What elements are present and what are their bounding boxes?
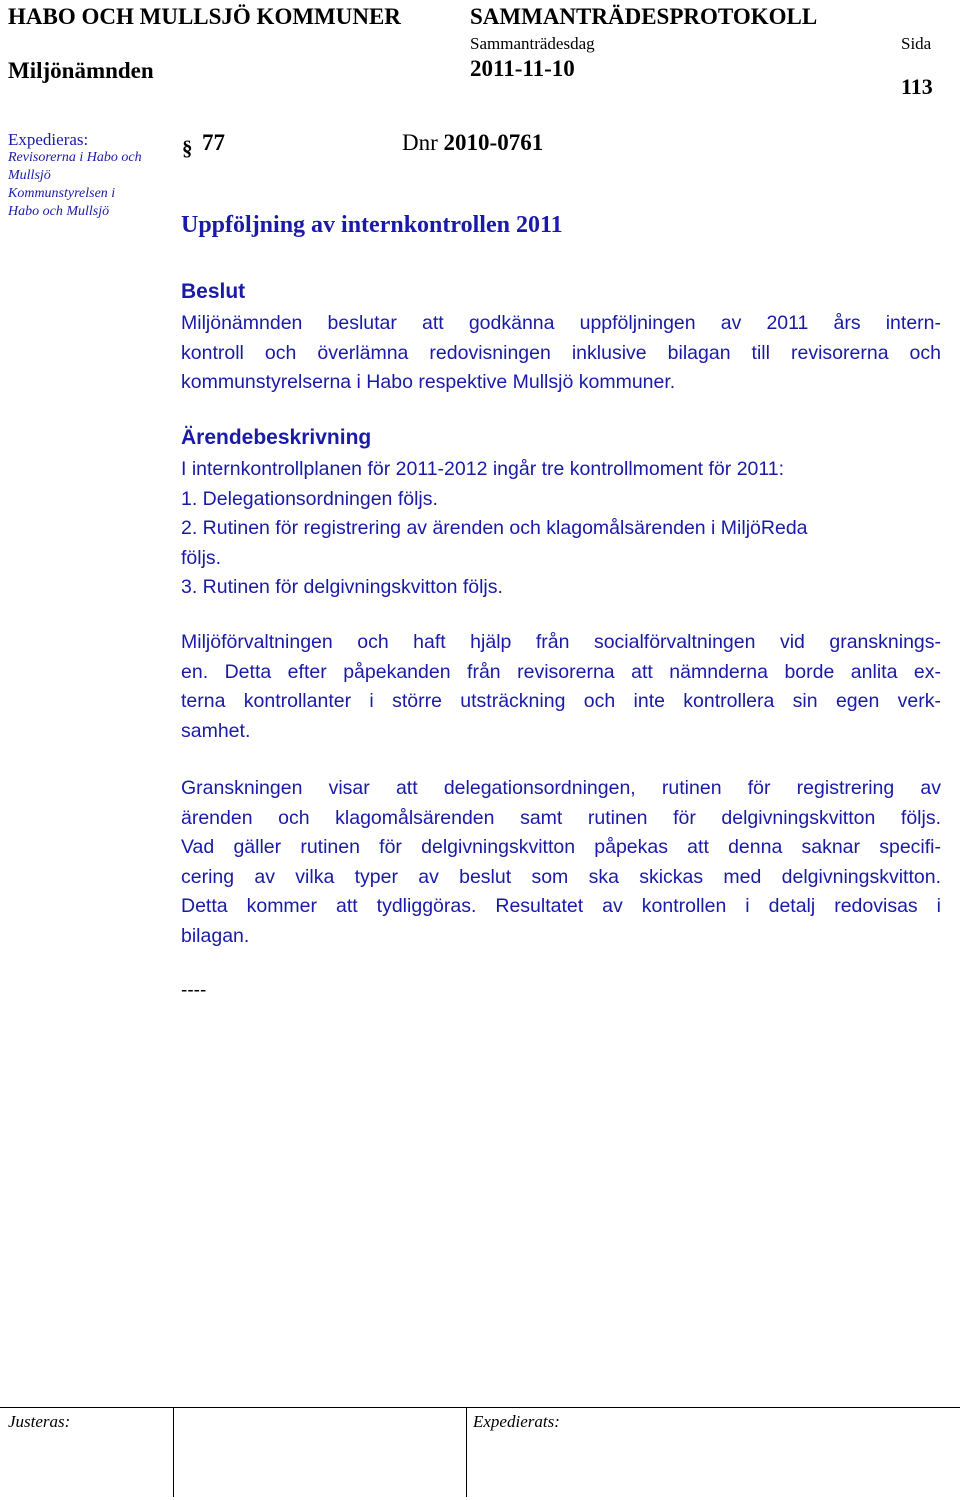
dispatch-recipient: Habo och Mullsjö — [8, 204, 110, 219]
dispatch-list — [8, 130, 168, 221]
dispatch-recipient: Mullsjö — [8, 168, 51, 183]
description-list — [181, 455, 941, 603]
case-number-value: 2010-0761 — [443, 130, 544, 155]
list-item: följs. — [181, 546, 222, 569]
description-paragraph — [181, 628, 941, 746]
text-line: bilagan. — [181, 924, 250, 947]
case-number-label: Dnr — [402, 130, 438, 155]
footer-rule — [0, 1407, 960, 1408]
footer-separator — [466, 1407, 467, 1497]
section-number: 77 — [202, 130, 225, 155]
meeting-date-label: Sammanträdesdag — [470, 34, 595, 53]
text-line: ärenden och klagomålsärenden samt rutinen för delgivningskvitton följs. — [181, 806, 941, 829]
text-line: Granskningen visar att delegationsordningen, rutinen för registrering av — [181, 777, 941, 799]
section-divider: ---- — [181, 980, 207, 1001]
dispatch-heading: Expedieras: — [8, 130, 89, 149]
text-line: cering av vilka typer av beslut som ska skickas med delgivningskvitton. — [181, 865, 941, 888]
organization-name: HABO OCH MULLSJÖ KOMMUNER — [8, 4, 401, 29]
meeting-date: 2011-11-10 — [470, 56, 575, 81]
dispatch-recipient: Kommunstyrelsen i — [8, 186, 116, 201]
footer-separator — [173, 1407, 174, 1497]
text-line: Miljönämnden beslutar att godkänna uppföljningen av 2011 års intern- — [181, 312, 941, 334]
dispatched-label: Expedierats: — [473, 1412, 560, 1431]
case-number — [402, 130, 543, 156]
page-number: 113 — [901, 74, 933, 99]
text-line: kommunstyrelserna i Habo respektive Mullsjö kommuner. — [181, 371, 676, 394]
text-line: Detta kommer att tydliggöras. Resultatet av kontrollen i detalj redovisas i — [181, 895, 941, 918]
decision-text — [181, 309, 941, 398]
document-type: SAMMANTRÄDESPROTOKOLL — [470, 4, 818, 29]
description-intro: I internkontrollplanen för 2011-2012 ingår tre kontrollmoment för 2011: — [181, 458, 785, 480]
text-line: kontroll och överlämna redovisningen inklusive bilagan till revisorerna och — [181, 341, 941, 364]
text-line: Miljöförvaltningen och haft hjälp från socialförvaltningen vid gransknings- — [181, 631, 941, 653]
decision-heading: Beslut — [181, 280, 246, 303]
text-line: samhet. — [181, 719, 251, 742]
text-line: Vad gäller rutinen för delgivningskvitton påpekas att denna saknar specifi- — [181, 836, 941, 859]
list-item: 3. Rutinen för delgivningskvitton följs. — [181, 576, 503, 599]
description-heading: Ärendebeskrivning — [181, 426, 372, 449]
description-paragraph — [181, 774, 941, 952]
list-item: 1. Delegationsordningen följs. — [181, 487, 438, 510]
section-symbol-icon: § — [182, 136, 193, 160]
dispatch-recipient: Revisorerna i Habo och — [8, 150, 142, 165]
board-name: Miljönämnden — [8, 58, 154, 83]
text-line: en. Detta efter påpekanden från revisorerna att nämnderna borde anlita ex- — [181, 660, 941, 683]
section-title: Uppföljning av internkontrollen 2011 — [181, 212, 563, 238]
list-item: 2. Rutinen för registrering av ärenden och klagomålsärenden i MiljöReda — [181, 517, 808, 540]
page-label: Sida — [901, 34, 932, 53]
text-line: terna kontrollanter i större utsträckning och inte kontrollera sin egen verk- — [181, 690, 941, 713]
signed-label: Justeras: — [8, 1412, 71, 1431]
